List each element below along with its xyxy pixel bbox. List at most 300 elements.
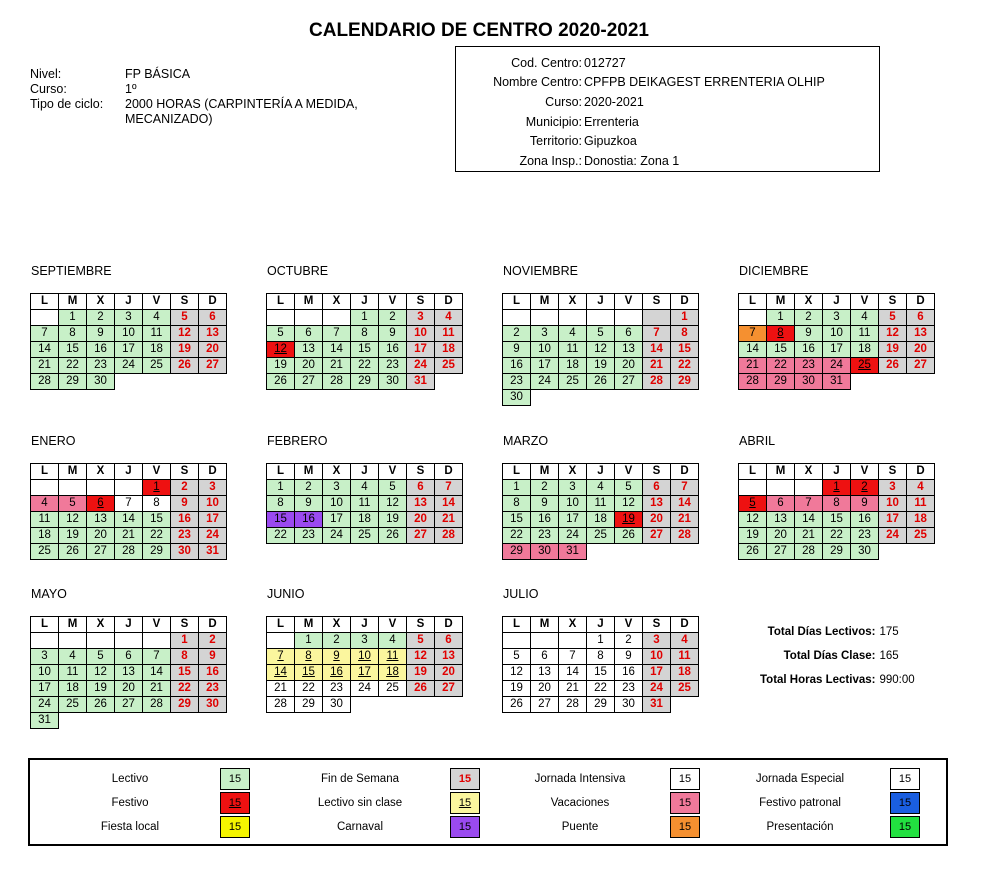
weekday-header: J xyxy=(351,464,379,480)
day-cell: 25 xyxy=(379,681,407,697)
weekday-header: M xyxy=(59,464,87,480)
weekday-header: L xyxy=(31,617,59,633)
weekday-header: V xyxy=(851,294,879,310)
weekday-header: S xyxy=(171,617,199,633)
center-info-row xyxy=(456,92,879,112)
day-cell: 12 xyxy=(379,496,407,512)
day-cell: 3 xyxy=(351,633,379,649)
day-cell: 21 xyxy=(739,358,767,374)
day-cell: 14 xyxy=(739,342,767,358)
weekday-header: L xyxy=(503,617,531,633)
day-cell: 15 xyxy=(59,342,87,358)
day-cell-empty xyxy=(739,310,767,326)
day-cell: 9 xyxy=(323,649,351,665)
day-cell: 29 xyxy=(767,374,795,390)
day-cell-empty xyxy=(435,697,463,713)
day-cell: 17 xyxy=(643,665,671,681)
weekday-header: J xyxy=(115,464,143,480)
day-cell: 5 xyxy=(87,649,115,665)
month-name: ABRIL xyxy=(739,434,776,448)
legend-swatch: 15 xyxy=(450,792,480,814)
day-cell: 26 xyxy=(267,374,295,390)
center-info-box xyxy=(455,46,880,172)
day-cell: 12 xyxy=(587,342,615,358)
day-cell: 24 xyxy=(531,374,559,390)
day-cell: 14 xyxy=(559,665,587,681)
day-cell: 5 xyxy=(59,496,87,512)
day-cell: 2 xyxy=(851,480,879,496)
day-cell: 25 xyxy=(351,528,379,544)
month-table xyxy=(502,616,699,713)
day-cell: 29 xyxy=(171,697,199,713)
day-cell: 3 xyxy=(199,480,227,496)
day-cell-empty xyxy=(559,390,587,406)
day-cell: 5 xyxy=(503,649,531,665)
day-cell: 28 xyxy=(559,697,587,713)
legend-item xyxy=(490,792,700,814)
day-cell: 13 xyxy=(615,342,643,358)
day-cell-empty xyxy=(199,713,227,729)
weekday-header: V xyxy=(615,617,643,633)
weekday-header: X xyxy=(87,617,115,633)
day-cell-empty xyxy=(795,480,823,496)
day-cell: 5 xyxy=(587,326,615,342)
day-cell: 18 xyxy=(31,528,59,544)
month-table xyxy=(30,293,227,390)
day-cell: 1 xyxy=(503,480,531,496)
day-cell: 22 xyxy=(767,358,795,374)
weekday-header: D xyxy=(435,464,463,480)
weekday-header: J xyxy=(823,294,851,310)
day-cell: 11 xyxy=(587,496,615,512)
legend-swatch: 15 xyxy=(220,816,250,838)
day-cell-empty xyxy=(879,544,907,560)
month-table xyxy=(266,616,463,713)
center-info-value: Errenteria xyxy=(584,114,639,129)
day-cell: 7 xyxy=(435,480,463,496)
day-cell: 25 xyxy=(435,358,463,374)
day-cell: 7 xyxy=(795,496,823,512)
legend-item xyxy=(710,792,920,814)
day-cell: 20 xyxy=(407,512,435,528)
day-cell: 24 xyxy=(115,358,143,374)
day-cell: 15 xyxy=(351,342,379,358)
day-cell-empty xyxy=(379,697,407,713)
day-cell: 21 xyxy=(323,358,351,374)
day-cell-empty xyxy=(643,390,671,406)
weekday-header: V xyxy=(379,294,407,310)
day-cell: 31 xyxy=(199,544,227,560)
day-cell: 3 xyxy=(531,326,559,342)
center-info-label: Cod. Centro: xyxy=(511,55,582,70)
day-cell: 6 xyxy=(407,480,435,496)
day-cell: 15 xyxy=(671,342,699,358)
day-cell: 18 xyxy=(379,665,407,681)
day-cell: 17 xyxy=(199,512,227,528)
total-row xyxy=(760,644,925,668)
day-cell: 11 xyxy=(851,326,879,342)
day-cell: 26 xyxy=(407,681,435,697)
day-cell: 11 xyxy=(435,326,463,342)
legend-swatch: 15 xyxy=(890,768,920,790)
day-cell-empty xyxy=(643,310,671,326)
info-row xyxy=(30,82,395,97)
day-cell: 18 xyxy=(59,681,87,697)
day-cell: 1 xyxy=(351,310,379,326)
weekday-header: V xyxy=(143,617,171,633)
day-cell: 4 xyxy=(379,633,407,649)
day-cell: 22 xyxy=(587,681,615,697)
day-cell: 13 xyxy=(767,512,795,528)
month-table xyxy=(502,463,699,560)
total-row xyxy=(760,668,925,692)
day-cell-empty xyxy=(767,480,795,496)
day-cell: 10 xyxy=(199,496,227,512)
day-cell: 10 xyxy=(407,326,435,342)
day-cell: 19 xyxy=(267,358,295,374)
month-name: JUNIO xyxy=(267,587,305,601)
day-cell: 28 xyxy=(31,374,59,390)
weekday-header: L xyxy=(267,294,295,310)
day-cell: 25 xyxy=(907,528,935,544)
day-cell-empty xyxy=(851,374,879,390)
day-cell: 26 xyxy=(615,528,643,544)
day-cell: 20 xyxy=(615,358,643,374)
weekday-header: M xyxy=(767,464,795,480)
weekday-header: J xyxy=(351,294,379,310)
weekday-header: X xyxy=(559,294,587,310)
weekday-header: S xyxy=(643,294,671,310)
info-value: 2000 HORAS (CARPINTERÍA A MEDIDA, MECANIZADO) xyxy=(125,97,358,126)
day-cell: 6 xyxy=(435,633,463,649)
info-row xyxy=(30,67,395,82)
day-cell: 12 xyxy=(739,512,767,528)
day-cell: 30 xyxy=(795,374,823,390)
total-value: 990:00 xyxy=(879,674,915,686)
day-cell: 19 xyxy=(407,665,435,681)
day-cell: 26 xyxy=(503,697,531,713)
month-calendar xyxy=(502,585,707,713)
day-cell-empty xyxy=(59,713,87,729)
day-cell: 17 xyxy=(559,512,587,528)
day-cell: 27 xyxy=(767,544,795,560)
day-cell: 23 xyxy=(295,528,323,544)
day-cell: 4 xyxy=(907,480,935,496)
day-cell: 1 xyxy=(823,480,851,496)
day-cell: 25 xyxy=(671,681,699,697)
day-cell: 21 xyxy=(671,512,699,528)
day-cell-empty xyxy=(531,310,559,326)
day-cell: 19 xyxy=(87,681,115,697)
day-cell: 27 xyxy=(615,374,643,390)
day-cell: 8 xyxy=(59,326,87,342)
day-cell: 21 xyxy=(559,681,587,697)
total-row xyxy=(760,620,925,644)
day-cell: 8 xyxy=(823,496,851,512)
weekday-header: V xyxy=(143,464,171,480)
weekday-header: V xyxy=(615,464,643,480)
day-cell: 14 xyxy=(31,342,59,358)
day-cell: 14 xyxy=(671,496,699,512)
day-cell: 10 xyxy=(323,496,351,512)
day-cell: 19 xyxy=(739,528,767,544)
day-cell: 11 xyxy=(143,326,171,342)
legend-item xyxy=(40,816,250,838)
month-calendar xyxy=(30,432,235,560)
day-cell: 22 xyxy=(295,681,323,697)
day-cell: 23 xyxy=(795,358,823,374)
center-info-label: Nombre Centro: xyxy=(493,75,582,90)
center-info-label: Municipio: xyxy=(525,114,582,129)
day-cell: 23 xyxy=(171,528,199,544)
day-cell: 22 xyxy=(267,528,295,544)
month-table xyxy=(502,293,699,406)
day-cell: 9 xyxy=(171,496,199,512)
day-cell: 18 xyxy=(351,512,379,528)
day-cell: 3 xyxy=(31,649,59,665)
day-cell: 26 xyxy=(379,528,407,544)
day-cell: 16 xyxy=(323,665,351,681)
day-cell: 29 xyxy=(503,544,531,560)
center-info-value: 2020-2021 xyxy=(584,94,644,109)
day-cell-empty xyxy=(671,544,699,560)
weekday-header: L xyxy=(31,464,59,480)
center-info-row xyxy=(456,73,879,93)
day-cell: 14 xyxy=(267,665,295,681)
weekday-header: M xyxy=(295,294,323,310)
day-cell-empty xyxy=(907,544,935,560)
total-value: 165 xyxy=(879,650,899,662)
day-cell: 4 xyxy=(671,633,699,649)
day-cell: 7 xyxy=(323,326,351,342)
legend-swatch: 15 xyxy=(890,816,920,838)
day-cell-empty xyxy=(435,374,463,390)
weekday-header: L xyxy=(739,294,767,310)
legend-item xyxy=(270,792,480,814)
day-cell: 13 xyxy=(407,496,435,512)
weekday-header: X xyxy=(87,294,115,310)
day-cell: 20 xyxy=(295,358,323,374)
day-cell: 24 xyxy=(31,697,59,713)
day-cell-empty xyxy=(295,310,323,326)
weekday-header: D xyxy=(671,464,699,480)
day-cell: 21 xyxy=(643,358,671,374)
day-cell: 28 xyxy=(739,374,767,390)
day-cell: 6 xyxy=(115,649,143,665)
day-cell: 29 xyxy=(143,544,171,560)
day-cell-empty xyxy=(59,480,87,496)
day-cell-empty xyxy=(503,310,531,326)
day-cell-empty xyxy=(87,713,115,729)
day-cell: 9 xyxy=(87,326,115,342)
weekday-header: S xyxy=(171,294,199,310)
legend-label: Lectivo xyxy=(111,773,149,785)
day-cell: 6 xyxy=(643,480,671,496)
day-cell: 31 xyxy=(559,544,587,560)
day-cell: 24 xyxy=(199,528,227,544)
day-cell-empty xyxy=(531,390,559,406)
center-info-value: Gipuzkoa xyxy=(584,134,637,149)
day-cell: 3 xyxy=(879,480,907,496)
weekday-header: V xyxy=(379,464,407,480)
day-cell: 12 xyxy=(879,326,907,342)
weekday-header: J xyxy=(587,464,615,480)
weekday-header: L xyxy=(267,464,295,480)
weekday-header: J xyxy=(823,464,851,480)
day-cell: 27 xyxy=(435,681,463,697)
day-cell-empty xyxy=(87,633,115,649)
weekday-header: L xyxy=(267,617,295,633)
total-label: Total Horas Lectivas: xyxy=(760,674,876,686)
day-cell: 13 xyxy=(295,342,323,358)
day-cell: 18 xyxy=(143,342,171,358)
weekday-header: V xyxy=(615,294,643,310)
day-cell: 10 xyxy=(351,649,379,665)
day-cell: 14 xyxy=(643,342,671,358)
day-cell: 31 xyxy=(31,713,59,729)
day-cell: 2 xyxy=(199,633,227,649)
day-cell-empty xyxy=(907,374,935,390)
day-cell: 25 xyxy=(587,528,615,544)
day-cell: 1 xyxy=(267,480,295,496)
day-cell-empty xyxy=(87,480,115,496)
day-cell: 14 xyxy=(323,342,351,358)
center-info-value: 012727 xyxy=(584,55,626,70)
day-cell: 12 xyxy=(407,649,435,665)
day-cell: 11 xyxy=(559,342,587,358)
day-cell-empty xyxy=(59,633,87,649)
day-cell-empty xyxy=(199,374,227,390)
day-cell: 13 xyxy=(115,665,143,681)
weekday-header: M xyxy=(295,464,323,480)
day-cell: 9 xyxy=(199,649,227,665)
weekday-header: J xyxy=(115,294,143,310)
month-name: DICIEMBRE xyxy=(739,264,809,278)
day-cell: 16 xyxy=(295,512,323,528)
day-cell-empty xyxy=(407,697,435,713)
day-cell-empty xyxy=(587,390,615,406)
day-cell: 7 xyxy=(643,326,671,342)
day-cell: 7 xyxy=(143,649,171,665)
day-cell-empty xyxy=(31,480,59,496)
day-cell: 19 xyxy=(587,358,615,374)
center-info-label: Territorio: xyxy=(529,134,582,149)
day-cell: 1 xyxy=(587,633,615,649)
day-cell: 8 xyxy=(295,649,323,665)
day-cell: 6 xyxy=(907,310,935,326)
legend-label: Puente xyxy=(561,821,599,833)
day-cell: 17 xyxy=(879,512,907,528)
weekday-header: J xyxy=(115,617,143,633)
day-cell-empty xyxy=(31,633,59,649)
day-cell-empty xyxy=(143,374,171,390)
day-cell: 3 xyxy=(643,633,671,649)
month-calendar xyxy=(266,262,471,390)
day-cell-empty xyxy=(559,633,587,649)
day-cell: 24 xyxy=(643,681,671,697)
weekday-header: D xyxy=(199,294,227,310)
legend-label: Festivo patronal xyxy=(759,797,841,809)
day-cell: 29 xyxy=(295,697,323,713)
day-cell: 3 xyxy=(407,310,435,326)
day-cell: 5 xyxy=(615,480,643,496)
info-label: Curso: xyxy=(30,82,67,96)
day-cell: 2 xyxy=(379,310,407,326)
day-cell: 30 xyxy=(851,544,879,560)
page-title: CALENDARIO DE CENTRO 2020-2021 xyxy=(309,20,649,41)
day-cell: 17 xyxy=(31,681,59,697)
day-cell: 14 xyxy=(143,665,171,681)
day-cell: 19 xyxy=(503,681,531,697)
legend-label: Lectivo sin clase xyxy=(317,797,403,809)
day-cell: 20 xyxy=(87,528,115,544)
day-cell-empty xyxy=(587,544,615,560)
day-cell: 23 xyxy=(615,681,643,697)
day-cell: 25 xyxy=(851,358,879,374)
day-cell: 30 xyxy=(615,697,643,713)
day-cell-empty xyxy=(115,713,143,729)
day-cell: 6 xyxy=(87,496,115,512)
day-cell: 10 xyxy=(879,496,907,512)
day-cell: 11 xyxy=(907,496,935,512)
day-cell-empty xyxy=(531,633,559,649)
day-cell-empty xyxy=(171,374,199,390)
day-cell: 1 xyxy=(671,310,699,326)
legend-swatch: 15 xyxy=(670,768,700,790)
day-cell: 24 xyxy=(323,528,351,544)
day-cell: 2 xyxy=(615,633,643,649)
weekday-header: X xyxy=(323,464,351,480)
day-cell: 5 xyxy=(879,310,907,326)
day-cell-empty xyxy=(115,480,143,496)
day-cell: 10 xyxy=(115,326,143,342)
day-cell: 16 xyxy=(199,665,227,681)
day-cell: 6 xyxy=(767,496,795,512)
day-cell: 26 xyxy=(171,358,199,374)
legend-swatch: 15 xyxy=(220,792,250,814)
day-cell: 5 xyxy=(267,326,295,342)
legend-swatch: 15 xyxy=(670,816,700,838)
day-cell: 4 xyxy=(435,310,463,326)
month-table xyxy=(266,293,463,390)
legend-item xyxy=(710,768,920,790)
weekday-header: D xyxy=(671,294,699,310)
legend-label: Carnaval xyxy=(336,821,384,833)
day-cell: 17 xyxy=(323,512,351,528)
day-cell: 26 xyxy=(739,544,767,560)
day-cell: 26 xyxy=(59,544,87,560)
day-cell: 8 xyxy=(587,649,615,665)
info-label: Nivel: xyxy=(30,67,62,81)
day-cell: 27 xyxy=(407,528,435,544)
day-cell: 16 xyxy=(503,358,531,374)
day-cell: 24 xyxy=(823,358,851,374)
day-cell: 24 xyxy=(351,681,379,697)
day-cell: 30 xyxy=(199,697,227,713)
day-cell: 22 xyxy=(671,358,699,374)
total-label: Total Días Lectivos: xyxy=(767,626,876,638)
day-cell: 14 xyxy=(115,512,143,528)
day-cell: 12 xyxy=(267,342,295,358)
day-cell: 27 xyxy=(531,697,559,713)
day-cell: 18 xyxy=(559,358,587,374)
day-cell: 1 xyxy=(59,310,87,326)
day-cell: 7 xyxy=(671,480,699,496)
month-table xyxy=(266,463,463,544)
weekday-header: S xyxy=(879,464,907,480)
weekday-header: M xyxy=(531,294,559,310)
day-cell: 27 xyxy=(295,374,323,390)
